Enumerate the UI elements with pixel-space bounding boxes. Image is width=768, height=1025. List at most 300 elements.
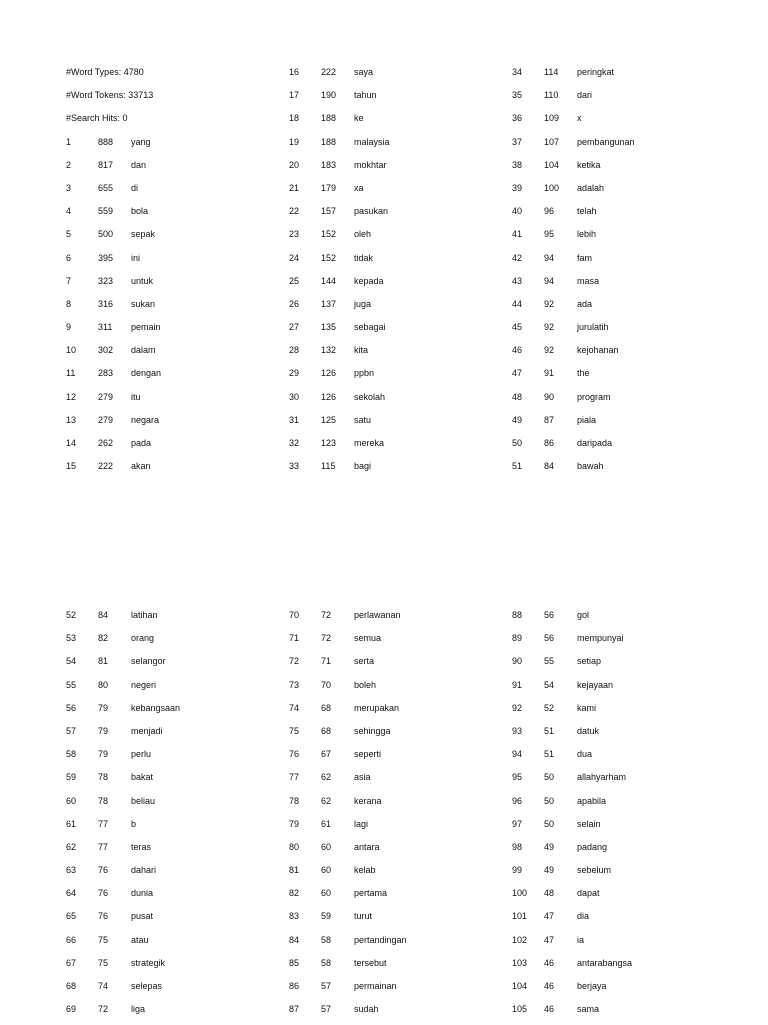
rank-cell: 21 (289, 182, 300, 193)
frequency-cell: 56 (544, 610, 555, 620)
rank-cell: 55 (66, 679, 77, 690)
word-cell: dengan (131, 368, 162, 379)
word-cell: semua (354, 633, 382, 644)
rank-cell: 89 (512, 633, 523, 644)
word-cell: negara (131, 414, 160, 425)
frequency-cell: 75 (98, 957, 109, 968)
rank-cell: 36 (512, 113, 523, 124)
word-cell: ppbn (354, 368, 375, 379)
frequency-cell: 107 (544, 136, 560, 147)
word-cell: mokhtar (354, 159, 387, 170)
word-cell: ini (131, 252, 141, 263)
rank-cell: 104 (512, 981, 528, 991)
word-cell: permainan (354, 981, 397, 991)
word-cell: lagi (354, 818, 369, 829)
frequency-cell: 46 (544, 981, 555, 991)
word-cell: perlu (131, 749, 152, 760)
frequency-cell: 92 (544, 322, 555, 333)
word-cell: lebih (577, 229, 597, 240)
rank-cell: 86 (289, 981, 300, 991)
word-row (289, 956, 509, 979)
frequency-cell: 77 (98, 841, 109, 852)
frequency-cell: 152 (321, 252, 337, 263)
word-cell: kepada (354, 275, 384, 286)
word-row (289, 631, 509, 654)
word-cell: daripada (577, 438, 613, 448)
frequency-cell: 323 (98, 275, 114, 286)
word-row (66, 840, 286, 863)
word-row (512, 181, 732, 204)
word-row (512, 390, 732, 413)
rank-cell: 29 (289, 368, 300, 379)
word-cell: tahun (354, 90, 377, 101)
frequency-cell: 79 (98, 725, 109, 736)
frequency-cell: 81 (98, 656, 109, 667)
word-cell: ketika (577, 159, 601, 170)
word-row (289, 886, 509, 909)
word-row (66, 979, 286, 1002)
rank-cell: 39 (512, 182, 523, 193)
rank-cell: 73 (289, 679, 300, 690)
frequency-cell: 137 (321, 298, 337, 309)
word-cell: kelab (354, 865, 376, 876)
word-row (512, 840, 732, 863)
frequency-cell: 188 (321, 136, 337, 147)
word-row (512, 863, 732, 886)
rank-cell: 23 (289, 229, 300, 240)
word-cell: sebelum (577, 865, 612, 876)
word-row (289, 274, 509, 297)
word-row (512, 770, 732, 793)
word-row (66, 794, 286, 817)
word-list (512, 608, 732, 1025)
word-cell: setiap (577, 656, 602, 667)
word-cell: seperti (354, 749, 382, 760)
rank-cell: 74 (289, 702, 300, 713)
word-row (289, 909, 509, 932)
rank-cell: 14 (66, 438, 77, 448)
word-row (289, 724, 509, 747)
word-row (289, 436, 509, 459)
word-cell: boleh (354, 679, 377, 690)
word-cell: sebagai (354, 322, 386, 333)
word-row (512, 701, 732, 724)
word-row (289, 343, 509, 366)
word-cell: program (577, 391, 611, 402)
word-cell: dapat (577, 888, 600, 899)
rank-cell: 42 (512, 252, 523, 263)
word-list (66, 608, 286, 1025)
word-row (66, 390, 286, 413)
rank-cell: 52 (66, 610, 77, 620)
word-row (289, 227, 509, 250)
word-row (289, 65, 509, 88)
word-cell: merupakan (354, 702, 400, 713)
word-list-column-4 (66, 608, 286, 1025)
frequency-cell: 279 (98, 391, 114, 402)
word-row (512, 88, 732, 111)
word-cell: negeri (131, 679, 157, 690)
word-cell: xa (354, 182, 364, 193)
frequency-cell: 144 (321, 275, 337, 286)
word-cell: ia (577, 934, 585, 945)
frequency-cell: 311 (98, 322, 113, 333)
frequency-cell: 222 (98, 461, 114, 472)
rank-cell: 63 (66, 865, 77, 876)
frequency-cell: 82 (98, 633, 109, 644)
frequency-cell: 500 (98, 229, 114, 240)
word-row (66, 654, 286, 677)
word-cell: masa (577, 275, 600, 286)
word-cell: pada (131, 438, 152, 448)
word-cell: jurulatih (577, 322, 609, 333)
word-row (66, 886, 286, 909)
rank-cell: 27 (289, 322, 300, 333)
frequency-cell: 57 (321, 1004, 332, 1015)
word-row (289, 251, 509, 274)
word-cell: oleh (354, 229, 372, 240)
word-row (289, 701, 509, 724)
frequency-cell: 72 (98, 1004, 109, 1015)
frequency-cell: 188 (321, 113, 337, 124)
word-row (289, 794, 509, 817)
word-row (289, 840, 509, 863)
word-cell: pusat (131, 911, 154, 922)
word-cell: x (577, 113, 582, 124)
word-cell: dua (577, 749, 593, 760)
rank-cell: 18 (289, 113, 300, 124)
rank-cell: 58 (66, 749, 77, 760)
word-row (66, 678, 286, 701)
frequency-cell: 115 (321, 461, 336, 472)
word-row (512, 1002, 732, 1025)
frequency-cell: 47 (544, 911, 555, 922)
word-row (289, 204, 509, 227)
frequency-cell: 395 (98, 252, 114, 263)
word-cell: orang (131, 633, 155, 644)
word-row (289, 1002, 509, 1025)
word-row (512, 608, 732, 631)
rank-cell: 59 (66, 772, 77, 783)
word-row (289, 390, 509, 413)
word-cell: dan (131, 159, 147, 170)
frequency-cell: 62 (321, 772, 332, 783)
search-hits-stat: #Search Hits: 0 (66, 113, 128, 124)
word-cell: dia (577, 911, 590, 922)
word-row (66, 204, 286, 227)
word-cell: dari (577, 90, 593, 101)
frequency-cell: 126 (321, 368, 337, 379)
word-row (289, 979, 509, 1002)
word-row (512, 111, 732, 134)
rank-cell: 38 (512, 159, 523, 170)
word-cell: untuk (131, 275, 154, 286)
rank-cell: 65 (66, 911, 77, 922)
rank-cell: 40 (512, 206, 523, 217)
word-cell: akan (131, 461, 151, 472)
word-row (66, 320, 286, 343)
word-row (289, 933, 509, 956)
word-cell: tidak (354, 252, 374, 263)
rank-cell: 24 (289, 252, 300, 263)
word-cell: mereka (354, 438, 385, 448)
rank-cell: 22 (289, 206, 300, 217)
frequency-cell: 67 (321, 749, 332, 760)
rank-cell: 83 (289, 911, 300, 922)
word-cell: menjadi (131, 725, 163, 736)
word-cell: dalam (131, 345, 156, 356)
word-row (66, 413, 286, 436)
frequency-cell: 817 (98, 159, 114, 170)
frequency-cell: 55 (544, 656, 555, 667)
rank-cell: 69 (66, 1004, 77, 1015)
word-cell: allahyarham (577, 772, 627, 783)
frequency-cell: 126 (321, 391, 337, 402)
word-row (289, 608, 509, 631)
word-cell: berjaya (577, 981, 607, 991)
word-cell: perlawanan (354, 610, 401, 620)
word-row (66, 608, 286, 631)
rank-cell: 94 (512, 749, 523, 760)
frequency-cell: 95 (544, 229, 555, 240)
word-cell: kita (354, 345, 369, 356)
word-row (66, 436, 286, 459)
rank-cell: 25 (289, 275, 300, 286)
word-list-column-5 (289, 608, 509, 1025)
word-list-column-6 (512, 608, 732, 1025)
frequency-cell: 68 (321, 702, 332, 713)
frequency-cell: 94 (544, 252, 555, 263)
word-row (289, 459, 509, 482)
frequency-cell: 46 (544, 957, 555, 968)
word-cell: di (131, 182, 139, 193)
rank-cell: 75 (289, 725, 300, 736)
rank-cell: 57 (66, 725, 77, 736)
frequency-cell: 132 (321, 345, 337, 356)
rank-cell: 33 (289, 461, 300, 472)
frequency-cell: 54 (544, 679, 555, 690)
rank-cell: 13 (66, 414, 77, 425)
word-cell: sudah (354, 1004, 379, 1015)
word-cell: turut (354, 911, 373, 922)
word-cell: ada (577, 298, 593, 309)
rank-cell: 71 (289, 633, 300, 644)
word-row (512, 678, 732, 701)
word-cell: teras (131, 841, 152, 852)
word-row (512, 459, 732, 482)
word-cell: kerana (354, 795, 382, 806)
rank-cell: 45 (512, 322, 523, 333)
rank-cell: 50 (512, 438, 523, 448)
word-cell: gol (577, 610, 590, 620)
word-cell: latihan (131, 610, 158, 620)
frequency-cell: 62 (321, 795, 332, 806)
word-row (289, 158, 509, 181)
rank-cell: 61 (66, 818, 77, 829)
word-row (289, 181, 509, 204)
frequency-cell: 135 (321, 322, 337, 333)
word-list (289, 608, 509, 1025)
frequency-cell: 94 (544, 275, 555, 286)
word-types-stat: #Word Types: 4780 (66, 67, 144, 77)
frequency-cell: 59 (321, 911, 332, 922)
word-row (289, 413, 509, 436)
word-row (512, 135, 732, 158)
frequency-cell: 100 (544, 182, 560, 193)
word-row (289, 111, 509, 134)
word-cell: kebangsaan (131, 702, 181, 713)
frequency-cell: 92 (544, 298, 555, 309)
rank-cell: 64 (66, 888, 77, 899)
rank-cell: 102 (512, 934, 528, 945)
frequency-cell: 179 (321, 182, 337, 193)
word-row (512, 817, 732, 840)
word-cell: ke (354, 113, 364, 124)
rank-cell: 103 (512, 957, 528, 968)
word-cell: pertandingan (354, 934, 407, 945)
word-cell: sekolah (354, 391, 386, 402)
frequency-cell: 77 (98, 818, 109, 829)
frequency-cell: 123 (321, 438, 337, 448)
rank-cell: 80 (289, 841, 300, 852)
word-row (289, 88, 509, 111)
rank-cell: 67 (66, 957, 77, 968)
frequency-cell: 76 (98, 865, 109, 876)
frequency-cell: 60 (321, 888, 332, 899)
frequency-cell: 316 (98, 298, 114, 309)
rank-cell: 78 (289, 795, 300, 806)
word-cell: mempunyai (577, 633, 624, 644)
frequency-cell: 70 (321, 679, 332, 690)
rank-cell: 43 (512, 275, 523, 286)
rank-cell: 2 (66, 159, 72, 170)
rank-cell: 20 (289, 159, 300, 170)
frequency-cell: 48 (544, 888, 555, 899)
word-cell: atau (131, 934, 149, 945)
frequency-cell: 46 (544, 1004, 555, 1015)
rank-cell: 99 (512, 865, 523, 876)
word-cell: juga (354, 298, 372, 309)
word-row (512, 297, 732, 320)
rank-cell: 97 (512, 818, 523, 829)
frequency-cell: 51 (544, 749, 555, 760)
rank-cell: 4 (66, 206, 72, 217)
word-row (512, 631, 732, 654)
word-cell: sama (577, 1004, 600, 1015)
frequency-cell: 152 (321, 229, 337, 240)
word-row (512, 654, 732, 677)
word-cell: bola (131, 206, 149, 217)
word-row (512, 320, 732, 343)
word-row (512, 747, 732, 770)
rank-cell: 44 (512, 298, 523, 309)
word-cell: kejohanan (577, 345, 619, 356)
word-row (66, 863, 286, 886)
word-row (512, 343, 732, 366)
frequency-cell: 58 (321, 934, 332, 945)
rank-cell: 96 (512, 795, 523, 806)
word-row (66, 227, 286, 250)
rank-cell: 54 (66, 656, 77, 667)
rank-cell: 72 (289, 656, 300, 667)
frequency-cell: 80 (98, 679, 109, 690)
word-cell: telah (577, 206, 597, 217)
rank-cell: 66 (66, 934, 77, 945)
frequency-cell: 76 (98, 911, 109, 922)
rank-cell: 93 (512, 725, 523, 736)
rank-cell: 101 (512, 911, 528, 922)
frequency-cell: 84 (98, 610, 109, 620)
rank-cell: 11 (66, 368, 76, 379)
rank-cell: 77 (289, 772, 300, 783)
word-row (512, 274, 732, 297)
frequency-cell: 78 (98, 772, 109, 783)
rank-cell: 32 (289, 438, 300, 448)
word-row (66, 343, 286, 366)
word-cell: dahari (131, 865, 157, 876)
frequency-cell: 71 (321, 656, 332, 667)
rank-cell: 81 (289, 865, 300, 876)
stats-and-list-column-1 (66, 65, 286, 482)
frequency-cell: 74 (98, 981, 109, 991)
word-cell: liga (131, 1004, 146, 1015)
word-cell: antarabangsa (577, 957, 633, 968)
rank-cell: 68 (66, 981, 77, 991)
word-cell: satu (354, 414, 372, 425)
word-cell: saya (354, 67, 374, 77)
frequency-cell: 72 (321, 610, 332, 620)
word-list-column-3 (512, 65, 732, 482)
word-row (289, 747, 509, 770)
word-cell: fam (577, 252, 593, 263)
frequency-cell: 302 (98, 345, 114, 356)
rank-cell: 105 (512, 1004, 528, 1015)
word-row (289, 320, 509, 343)
frequency-cell: 262 (98, 438, 114, 448)
word-list (66, 135, 286, 483)
word-cell: dunia (131, 888, 154, 899)
rank-cell: 79 (289, 818, 300, 829)
word-cell: padang (577, 841, 608, 852)
word-row (289, 817, 509, 840)
rank-cell: 26 (289, 298, 300, 309)
frequency-cell: 110 (544, 90, 559, 101)
word-row (289, 654, 509, 677)
frequency-cell: 86 (544, 438, 555, 448)
word-row (512, 979, 732, 1002)
rank-cell: 8 (66, 298, 72, 309)
word-cell: peringkat (577, 67, 615, 77)
frequency-cell: 50 (544, 818, 555, 829)
rank-cell: 49 (512, 414, 523, 425)
word-row (512, 65, 732, 88)
word-cell: sukan (131, 298, 156, 309)
word-tokens-stat: #Word Tokens: 33713 (66, 90, 154, 101)
rank-cell: 41 (512, 229, 523, 240)
word-row (512, 794, 732, 817)
rank-cell: 5 (66, 229, 72, 240)
frequency-cell: 96 (544, 206, 555, 217)
frequency-cell: 90 (544, 391, 555, 402)
word-cell: malaysia (354, 136, 390, 147)
rank-cell: 95 (512, 772, 523, 783)
word-row (66, 158, 286, 181)
word-row (512, 204, 732, 227)
frequency-cell: 72 (321, 633, 332, 644)
frequency-cell: 114 (544, 67, 559, 77)
rank-cell: 60 (66, 795, 77, 806)
word-row (512, 886, 732, 909)
